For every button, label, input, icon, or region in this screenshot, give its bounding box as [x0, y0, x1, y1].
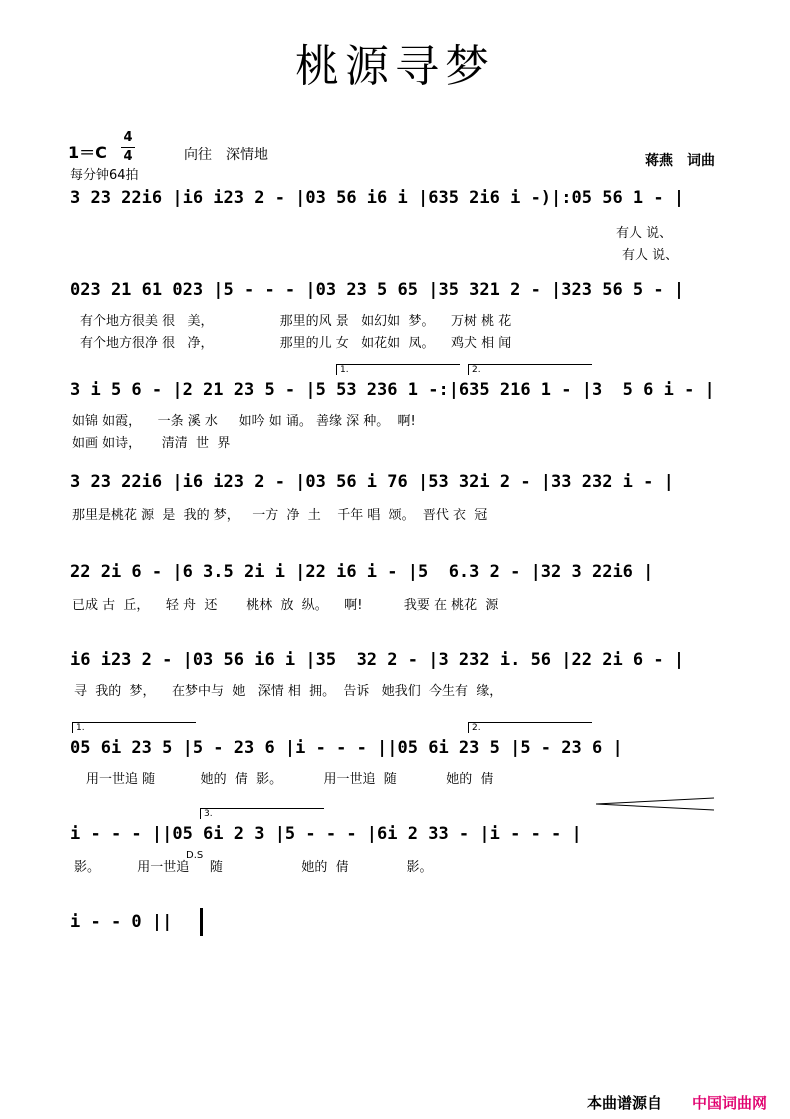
- lyrics-line-1: 已成 古 丘， 轻 舟 还 桃林 放 纵。 啊! 我要 在 桃花 源: [72, 598, 499, 613]
- source-label: 本曲谱源自: [587, 1094, 663, 1112]
- volta-first: 1.: [336, 364, 460, 375]
- lyrics-line-1: 如锦 如霞， 一条 溪 水 如吟 如 诵。 善缘 深 种。 啊!: [72, 414, 416, 429]
- notes-line: 3 23 22i6 |i6 i23 2 - |03 56 i 76 |53 32i 2 - |33 232 i - |: [70, 472, 674, 492]
- source-site-link[interactable]: 中国词曲网: [692, 1094, 768, 1112]
- notes-line: 3 i 5 6 - |2 21 23 5 - |5 53 236 1 -:|635 216 1 - |3 5 6 i - |: [70, 380, 715, 400]
- tempo-mark: 每分钟64拍: [70, 168, 139, 183]
- notes-line: i - - 0 ||: [70, 912, 173, 932]
- decrescendo-mark: [596, 796, 716, 812]
- notes-line: 22 2i 6 - |6 3.5 2i i |22 i6 i - |5 6.3 2 - |32 3 22i6 |: [70, 562, 654, 582]
- time-signature: [121, 130, 135, 165]
- time-signature-top: 4: [123, 130, 133, 145]
- lyrics-line-2: 有人 说、: [622, 248, 679, 263]
- notes-line: i6 i23 2 - |03 56 i6 i |35 32 2 - |3 232 i. 56 |22 2i 6 - |: [70, 650, 685, 670]
- lyrics-line-1: 影。 用一世追 随 她的 倩 影。: [74, 860, 433, 875]
- ds-mark: D.S: [186, 850, 204, 861]
- volta-first: 1.: [72, 722, 196, 733]
- author-credit: 蒋燕 词曲: [645, 153, 715, 169]
- volta-second: 2.: [468, 722, 592, 733]
- lyrics-line-2: 如画 如诗， 清清 世 界: [72, 436, 231, 451]
- final-barline: [200, 908, 203, 936]
- notes-line: 023 21 61 023 |5 - - - |03 23 5 65 |35 321 2 - |323 56 5 - |: [70, 280, 685, 300]
- lyrics-line-1: 有个地方很美 很 美， 那里的风 景 如幻如 梦。 万树 桃 花: [80, 314, 512, 329]
- key-signature: 1＝C: [68, 143, 107, 162]
- lyrics-line-1: 寻 我的 梦， 在梦中与 她 深情 相 拥。 告诉 她我们 今生有 缘，: [74, 684, 503, 699]
- song-title: 桃源寻梦: [295, 41, 495, 92]
- lyrics-line-1: 那里是桃花 源 是 我的 梦， 一方 净 土 千年 唱 颂。 晋代 衣 冠: [72, 508, 488, 523]
- volta-second: 2.: [468, 364, 592, 375]
- lyrics-line-1: 用一世追 随 她的 倩 影。 用一世追 随 她的 倩: [86, 772, 494, 787]
- notes-line: 3 23 22i6 |i6 i23 2 - |03 56 i6 i |635 2i6 i -)|:05 56 1 - |: [70, 188, 685, 208]
- notes-line: 05 6i 23 5 |5 - 23 6 |i - - - ||05 6i 23 5 |5 - 23 6 |: [70, 738, 623, 758]
- expression-mark: 向往 深情地: [184, 147, 268, 163]
- lyrics-line-1: 有人 说、: [616, 226, 673, 241]
- volta-third: 3.: [200, 808, 324, 819]
- notes-line: i - - - ||05 6i 2 3 |5 - - - |6i 2 33 - |i - - - |: [70, 824, 582, 844]
- time-signature-bottom: 4: [123, 149, 133, 164]
- lyrics-line-2: 有个地方很净 很 净， 那里的儿 女 如花如 凤。 鸡犬 相 闻: [80, 336, 512, 351]
